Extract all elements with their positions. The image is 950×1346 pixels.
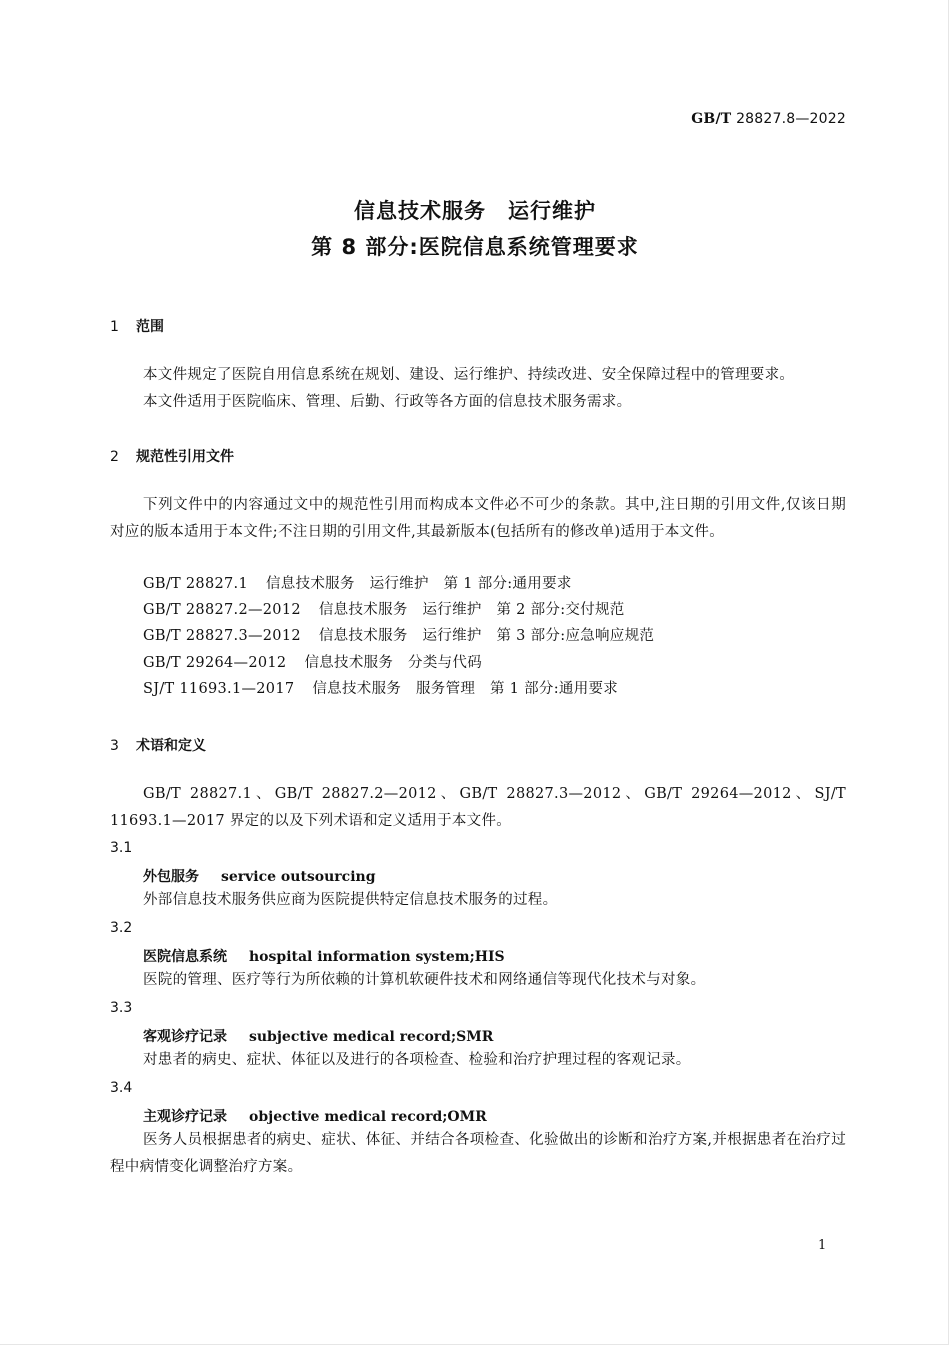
document-title-line2: 第 8 部分:医院信息系统管理要求 [311,235,639,259]
section-1-paragraph-1: 本文件规定了医院自用信息系统在规划、建设、运行维护、持续改进、安全保障过程中的管理要求。 [143,367,795,383]
term-heading: 外包服务 service outsourcing [143,869,376,885]
section-3-heading: 3 术语和定义 [110,738,206,754]
reference-item: GB/T 28827.3—2012 信息技术服务 运行维护 第 3 部分:应急响应规范 [143,628,655,644]
standard-number: GB/T 28827.8—2022 [691,111,846,127]
term-number: 3.4 [110,1080,133,1096]
term-heading: 主观诊疗记录 objective medical record;OMR [143,1109,487,1125]
term-heading: 医院信息系统 hospital information system;HIS [143,949,505,965]
reference-item: GB/T 28827.1 信息技术服务 运行维护 第 1 部分:通用要求 [143,576,572,592]
section-2-heading: 2 规范性引用文件 [110,449,234,465]
term-number: 3.3 [110,1000,133,1016]
section-2-intro: 下列文件中的内容通过文中的规范性引用而构成本文件必不可少的条款。其中,注日期的引用文件,仅该日期对应的版本适用于本文件;不注日期的引用文件,其最新版本(包括所有的修改单)适用于本文件。 [110,497,846,540]
reference-item: SJ/T 11693.1—2017 信息技术服务 服务管理 第 1 部分:通用要求 [143,681,619,697]
page-number: 1 [818,1238,827,1253]
section-1-heading: 1 范围 [110,319,164,335]
term-heading: 客观诊疗记录 subjective medical record;SMR [143,1029,494,1045]
term-definition: 医务人员根据患者的病史、症状、体征、并结合各项检查、化验做出的诊断和治疗方案,并根据患者在治疗过程中病情变化调整治疗方案。 [110,1132,846,1175]
term-definition: 对患者的病史、症状、体征以及进行的各项检查、检验和治疗护理过程的客观记录。 [143,1052,691,1068]
reference-item: GB/T 29264—2012 信息技术服务 分类与代码 [143,655,483,671]
term-number: 3.2 [110,920,133,936]
reference-item: GB/T 28827.2—2012 信息技术服务 运行维护 第 2 部分:交付规范 [143,602,625,618]
section-1-paragraph-2: 本文件适用于医院临床、管理、后勤、行政等各方面的信息技术服务需求。 [143,394,632,410]
term-definition: 外部信息技术服务供应商为医院提供特定信息技术服务的过程。 [143,892,558,908]
term-definition: 医院的管理、医疗等行为所依赖的计算机软硬件技术和网络通信等现代化技术与对象。 [143,972,706,988]
term-number: 3.1 [110,840,133,856]
document-title-line1: 信息技术服务 运行维护 [354,199,596,223]
section-3-intro: GB/T 28827.1、GB/T 28827.2—2012、GB/T 28827.3—2012、GB/T 29264—2012、SJ/T 11693.1—2017 界定的以及下列术语和定义适用于本文件。 [110,786,846,829]
